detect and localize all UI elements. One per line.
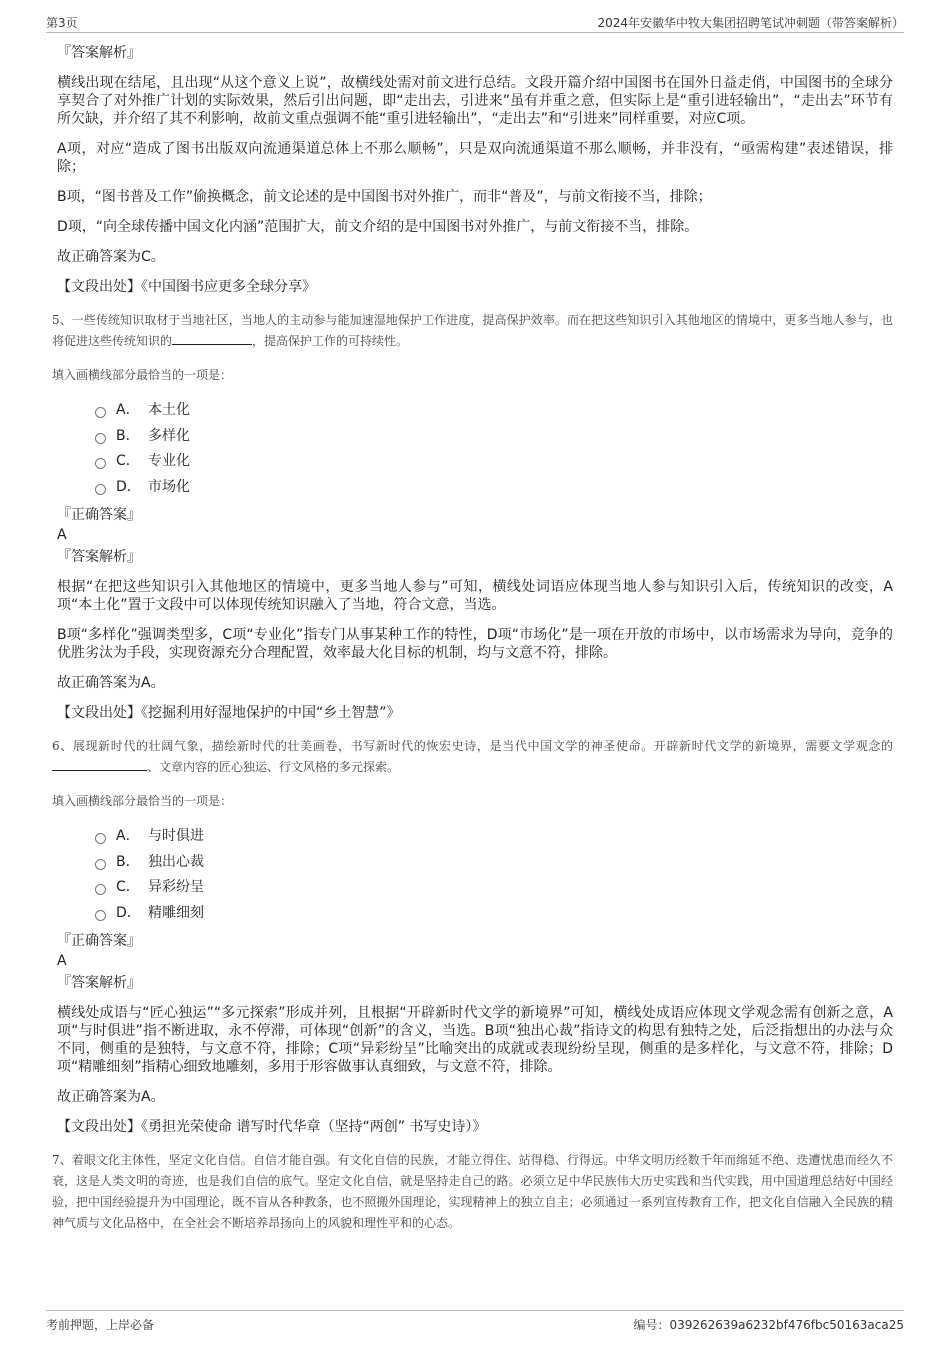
- option-text: 市场化: [148, 478, 190, 495]
- analysis-conclusion: 故正确答案为A。: [57, 675, 165, 691]
- question-stem-text: 5、一些传统知识取材于当地社区，当地人的主动参与能加速湿地保护工作进度，提高保护效率。而在把这些知识引入其他地区的情境中，更多当地人参与，也将促进这些传统知识的: [52, 313, 893, 348]
- option-text: 独出心裁: [148, 853, 204, 870]
- option-text: 精雕细刻: [148, 904, 204, 921]
- option-c[interactable]: [95, 449, 893, 475]
- option-letter: C．: [116, 453, 140, 469]
- question-5-stem: [52, 310, 893, 352]
- page-number: 第3页: [46, 16, 78, 30]
- serial-number: 039262639a6232bf476fbc50163aca25: [669, 1318, 904, 1332]
- option-text: 多样化: [148, 427, 190, 444]
- question-6-stem: [52, 736, 893, 778]
- option-b[interactable]: [95, 850, 893, 876]
- radio-button[interactable]: [95, 458, 106, 469]
- option-letter: D．: [116, 904, 141, 921]
- question-instruction: 填入画横线部分最恰当的一项是：: [52, 794, 233, 808]
- option-letter: A．: [116, 402, 140, 418]
- correct-answer: A: [57, 953, 67, 969]
- analysis-label: 『答案解析』: [57, 549, 141, 565]
- option-text: 本土化: [148, 402, 190, 418]
- analysis-paragraph: D项，“向全球传播中国文化内涵”范围扩大，前文介绍的是中国图书对外推广，与前文衔接不当，排除。: [57, 219, 699, 235]
- correct-answer-label: 『正确答案』: [57, 933, 141, 949]
- question-stem-text: ，提高保护工作的可持续性。: [252, 334, 409, 348]
- radio-button[interactable]: [95, 433, 106, 444]
- question-stem-text: 6、展现新时代的壮阔气象，描绘新时代的壮美画卷，书写新时代的恢宏史诗，是当代中国文学的神圣使命。开辟新时代文学的新境界，需要文学观念的: [52, 739, 893, 753]
- document-serial: [633, 1316, 904, 1333]
- fill-blank: [172, 332, 252, 345]
- option-c[interactable]: [95, 875, 893, 901]
- page-content: [52, 44, 893, 1248]
- page-footer: [46, 1310, 904, 1335]
- analysis-paragraph: 横线出现在结尾，且出现“从这个意义上说”，故横线处需对前文进行总结。文段开篇介绍中国图书在国外日益走俏，中国图书的全球分享契合了对外推广计划的实际效果，然后引出问题，即“走出去，引进来”虽有并重之意，但实际上是“重引进轻输出”，“走出去”环节有所欠缺，并介绍了其不利影响，故前文重点强调不能“重引进轻输出”，“走出去”和“引进来”同样重要，对应C项。: [57, 75, 893, 127]
- footer-motto: 考前押题，上岸必备: [46, 1318, 155, 1332]
- serial-label: 编号：: [633, 1318, 670, 1332]
- analysis-label: 『答案解析』: [57, 45, 141, 61]
- source-citation: 【文段出处】《中国图书应更多全球分享》: [57, 279, 316, 295]
- radio-button[interactable]: [95, 859, 106, 870]
- correct-answer: A: [57, 527, 67, 543]
- option-b[interactable]: [95, 424, 893, 450]
- correct-answer-label: 『正确答案』: [57, 507, 141, 523]
- page-header: [46, 12, 904, 33]
- fill-blank: [52, 758, 147, 771]
- option-letter: D．: [116, 478, 141, 495]
- analysis-paragraph: 横线处成语与“匠心独运”“多元探索”形成并列，且根据“开辟新时代文学的新境界”可知，横线处成语应体现文学观念需有创新之意，A项“与时俱进”指不断进取，永不停滞，可体现“创新”的含义，当选。B项“独出心裁”指诗文的构思有独特之处，后泛指想出的办法与众不同，侧重的是独特，与文意不符，排除；C项“异彩纷呈”比喻突出的成就或表现纷纷呈现，侧重的是多样化，与文意不符，排除；D项“精雕细刻”指精心细致地雕刻，多用于形容做事认真细致，与文意不符，排除。: [57, 1005, 893, 1075]
- source-citation: 【文段出处】《挖掘利用好湿地保护的中国“乡土智慧”》: [57, 705, 401, 721]
- question-7-stem: 7、着眼文化主体性，坚定文化自信。自信才能自强。有文化自信的民族，才能立得住、站得稳、行得远。中华文明历经数千年而绵延不绝、迭遭忧患而经久不衰，这是人类文明的奇迹，也是我们自信的底气。坚定文化自信，就是坚持走自己的路。必须立足中华民族伟大历史实践和当代实践，用中国道理总结好中国经验，把中国经验提升为中国理论，既不盲从各种教条，也不照搬外国理论，实现精神上的独立自主；必须通过一系列宣传教育工作，把文化自信融入全民族的精神气质与文化品格中，在全社会不断培养昂扬向上的风貌和理性平和的心态。: [52, 1153, 893, 1230]
- option-a[interactable]: [95, 824, 893, 850]
- option-letter: B．: [116, 853, 140, 870]
- analysis-label: 『答案解析』: [57, 975, 141, 991]
- option-text: 专业化: [148, 453, 190, 469]
- option-letter: A．: [116, 828, 140, 844]
- analysis-paragraph: B项“多样化”强调类型多，C项“专业化”指专门从事某种工作的特性，D项“市场化”是一项在开放的市场中，以市场需求为导向，竞争的优胜劣汰为手段，实现资源充分合理配置，效率最大化目标的机制，均与文意不符，排除。: [57, 627, 893, 661]
- radio-button[interactable]: [95, 833, 106, 844]
- analysis-paragraph: A项，对应“造成了图书出版双向流通渠道总体上不那么顺畅”，只是双向流通渠道不那么顺畅，并非没有，“亟需构建”表述错误，排除；: [57, 141, 893, 175]
- option-text: 异彩纷呈: [148, 879, 204, 895]
- option-d[interactable]: [95, 901, 893, 927]
- option-letter: C．: [116, 879, 140, 895]
- question-stem-text: 、文章内容的匠心独运、行文风格的多元探索。: [147, 760, 400, 774]
- document-title: 2024年安徽华中牧大集团招聘笔试冲刺题（带答案解析）: [597, 16, 904, 30]
- radio-button[interactable]: [95, 484, 106, 495]
- option-letter: B．: [116, 427, 140, 444]
- question-instruction: 填入画横线部分最恰当的一项是：: [52, 368, 233, 382]
- option-a[interactable]: [95, 398, 893, 424]
- analysis-conclusion: 故正确答案为A。: [57, 1089, 165, 1105]
- analysis-paragraph: 根据“在把这些知识引入其他地区的情境中，更多当地人参与”可知，横线处词语应体现当地人参与知识引入后，传统知识的改变，A项“本土化”置于文段中可以体现传统知识融入了当地，符合文意，当选。: [57, 579, 893, 613]
- radio-button[interactable]: [95, 884, 106, 895]
- analysis-paragraph: B项，“图书普及工作”偷换概念，前文论述的是中国图书对外推广，而非“普及”，与前文衔接不当，排除；: [57, 189, 712, 205]
- radio-button[interactable]: [95, 910, 106, 921]
- analysis-conclusion: 故正确答案为C。: [57, 249, 165, 265]
- question-6-options: [95, 824, 893, 926]
- option-text: 与时俱进: [148, 828, 204, 844]
- radio-button[interactable]: [95, 407, 106, 418]
- source-citation: 【文段出处】《勇担光荣使命 谱写时代华章（坚持“两创” 书写史诗）》: [57, 1119, 487, 1135]
- question-5-options: [95, 398, 893, 500]
- option-d[interactable]: [95, 475, 893, 501]
